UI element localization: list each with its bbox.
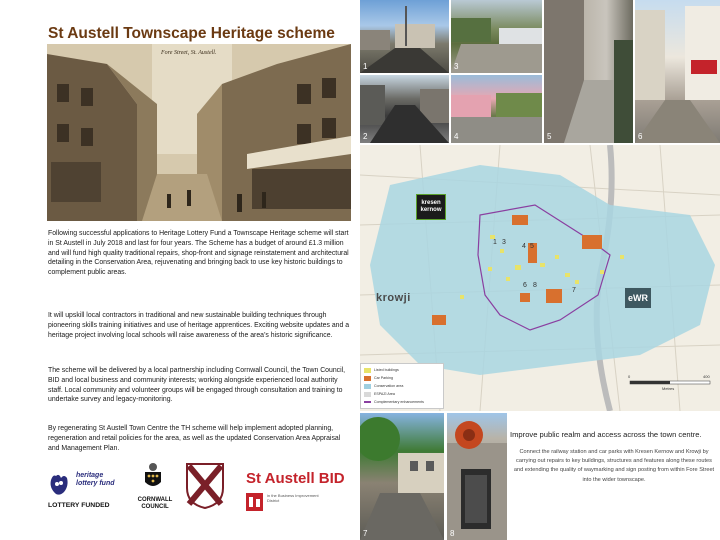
zone-label: 4	[522, 243, 526, 250]
photo-7	[360, 413, 444, 540]
legend-label: Complementary enhancements	[374, 400, 424, 404]
legend-label: ESPAZI Area	[374, 392, 395, 396]
photo-2	[360, 75, 449, 143]
bid-logo-title: St Austell BID	[246, 470, 345, 487]
photo-8-scene	[447, 413, 507, 540]
zone-label: 8	[533, 282, 537, 289]
ewr-logo	[625, 288, 651, 308]
photo-6	[635, 0, 720, 143]
page-title: St Austell Townscape Heritage scheme	[48, 25, 335, 42]
photo-4	[451, 75, 542, 143]
zone-label: 6	[523, 282, 527, 289]
photo-2-scene	[360, 75, 449, 143]
lottery-logo-name: heritage lottery fund	[76, 472, 115, 487]
historic-street-illustration	[47, 44, 351, 221]
partnership-paragraph: The scheme will be delivered by a local partnership including Cornwall Council, the Town Council, BID and local business and community interests; working alongside experienced local authority staff. Local community and volunteer groups will be engaged through consultation and training to undertake survey and legacy-monitoring.	[48, 367, 346, 404]
town-council-shield-icon	[185, 462, 225, 510]
skills-paragraph: It will upskill local contractors in traditional and new sustainable building techniques through pioneering skills training initiatives and use of heritage apprentices. Exciting website updates and a heritage project involving local schools will raise awareness of the area’s historic significance.	[48, 312, 350, 339]
scale-start: 0	[628, 374, 631, 379]
public-realm-heading: Improve public realm and access across the town centre.	[510, 430, 702, 439]
right-panel	[360, 0, 720, 540]
legend-item	[364, 383, 403, 389]
photo-5-scene	[544, 0, 633, 143]
lottery-fingers-icon	[48, 470, 70, 496]
photo-number: 2	[363, 132, 368, 141]
legend-item	[364, 375, 393, 381]
photo-1	[360, 0, 449, 73]
ewr-label: eWR	[628, 293, 648, 303]
photo-number: 1	[363, 62, 368, 71]
photo-1-scene	[360, 0, 449, 73]
photo-number: 8	[450, 529, 455, 538]
zone-label: 3	[502, 239, 506, 246]
legend-item	[364, 367, 399, 373]
scale-end: 400	[703, 374, 710, 379]
photo-6-scene	[635, 0, 720, 143]
legend-swatch	[364, 368, 371, 373]
legend-label: Listed buildings	[374, 368, 399, 372]
photo-number: 7	[363, 529, 368, 538]
kresen-kernow-label: kresen kernow	[420, 200, 442, 213]
legend-swatch	[364, 376, 371, 381]
public-realm-body: Connect the railway station and car parks with Kresen Kernow and Krowji by carrying out repairs to key buildings, structures and features along these routes and extending the quality of waymarking and sign posting from within Fore Street into the wider townscape.	[513, 449, 715, 483]
photo-5	[544, 0, 633, 143]
photo-7-scene	[360, 413, 444, 540]
legend-swatch	[364, 392, 371, 397]
krowji-label: krowji	[376, 292, 411, 304]
photo-8	[447, 413, 507, 540]
photo-4-scene	[451, 75, 542, 143]
cornwall-council-label: CORNWALL COUNCIL	[137, 497, 173, 510]
lottery-funded-label: LOTTERY FUNDED	[48, 502, 110, 509]
kresen-kernow-logo	[416, 194, 446, 220]
legend-swatch	[364, 401, 371, 403]
partner-logos	[48, 462, 348, 522]
historic-photo	[47, 44, 351, 221]
legend-item	[364, 399, 424, 405]
historic-photo-caption: Fore Street, St. Austell.	[161, 50, 217, 56]
photo-number: 5	[547, 132, 552, 141]
zone-label: 7	[572, 287, 576, 294]
legend-label: Car Parking	[374, 376, 393, 380]
bid-building-icon	[246, 493, 263, 511]
town-centre-map	[360, 145, 720, 411]
zone-label: 5	[530, 243, 534, 250]
map-legend	[360, 363, 444, 409]
photo-3	[451, 0, 542, 73]
legend-label: Conservation area	[374, 384, 404, 388]
photo-number: 3	[454, 62, 459, 71]
bid-logo-subtitle: in the Business Improvement District	[267, 493, 319, 503]
zone-label: 1	[493, 239, 497, 246]
photo-number: 4	[454, 132, 459, 141]
scale-unit: Metres	[662, 386, 675, 391]
intro-paragraph: Following successful applications to Heritage Lottery Fund a Townscape Heritage scheme will start in St Austell in July 2018 and last for four years. The Scheme has a budget of around £1.3 million and will fund high quality traditional repairs, shop-front and signage reinstatement and architectural detailing in the Conservation Area, rejuvenating and bringing back to use key historic buildings to complement public areas.	[48, 230, 349, 277]
photo-number: 6	[638, 132, 643, 141]
regeneration-paragraph: By regenerating St Austell Town Centre the TH scheme will help implement adopted planning, regeneration and retail policies for the area, as well as the updated Conservation Area Appraisal and Management Plan.	[48, 425, 341, 452]
left-panel	[38, 0, 352, 540]
cornwall-council-crest-icon	[142, 462, 164, 492]
photo-3-scene	[451, 0, 542, 73]
legend-item	[364, 391, 395, 397]
legend-swatch	[364, 384, 371, 389]
